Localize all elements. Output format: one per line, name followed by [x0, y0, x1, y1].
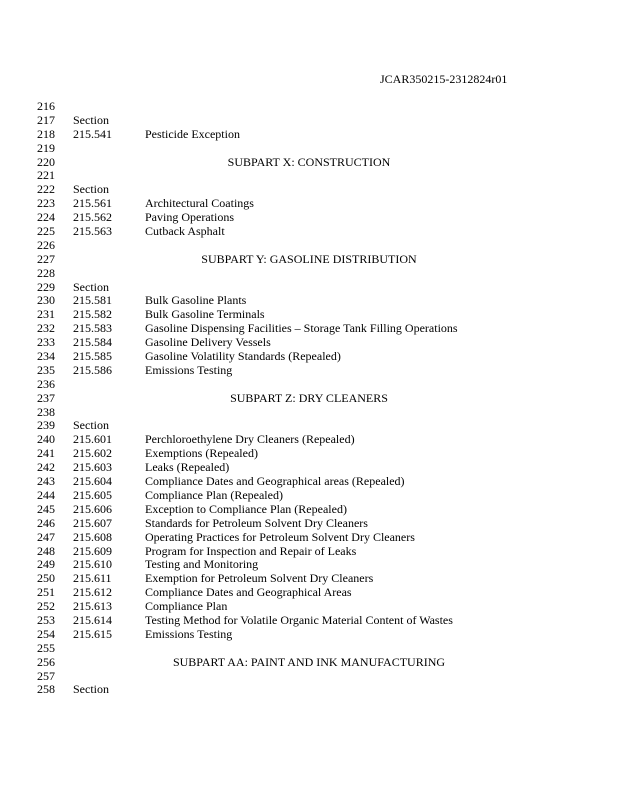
line-number: 223 [37, 196, 55, 211]
subpart-heading: SUBPART X: CONSTRUCTION [227, 154, 391, 169]
section-number: 215.581 [73, 293, 112, 308]
line-number: 255 [37, 640, 55, 655]
document-line [0, 419, 618, 433]
document-line [0, 545, 618, 559]
document-line [0, 294, 618, 308]
section-number: 215.584 [73, 335, 112, 350]
line-number: 248 [37, 543, 55, 558]
section-number: 215.613 [73, 599, 112, 614]
line-number: 220 [37, 154, 55, 169]
section-title: Testing Method for Volatile Organic Material Content of Wastes [145, 612, 453, 627]
section-number: 215.583 [73, 321, 112, 336]
line-number: 254 [37, 626, 55, 641]
section-title: Compliance Dates and Geographical Areas [145, 585, 352, 600]
section-title: Compliance Plan (Repealed) [145, 487, 283, 502]
line-number: 239 [37, 418, 55, 433]
document-line [0, 531, 618, 545]
document-line [0, 239, 618, 253]
section-number: 215.608 [73, 529, 112, 544]
document-line [0, 489, 618, 503]
document-line [0, 225, 618, 239]
section-number: 215.601 [73, 432, 112, 447]
document-line [0, 406, 618, 420]
document-line [0, 308, 618, 322]
document-line [0, 447, 618, 461]
line-number: 237 [37, 390, 55, 405]
line-number: 252 [37, 599, 55, 614]
line-number: 244 [37, 487, 55, 502]
document-line [0, 156, 618, 170]
section-title: Architectural Coatings [145, 196, 254, 211]
document-line [0, 517, 618, 531]
section-number: 215.604 [73, 474, 112, 489]
document-line [0, 364, 618, 378]
line-number: 246 [37, 515, 55, 530]
section-title: Compliance Plan [145, 599, 228, 614]
section-number: 215.606 [73, 501, 112, 516]
document-line [0, 461, 618, 475]
line-number: 229 [37, 279, 55, 294]
section-title: Gasoline Volatility Standards (Repealed) [145, 349, 341, 364]
section-number: 215.603 [73, 460, 112, 475]
section-title: Exemption for Petroleum Solvent Dry Cleaners [145, 571, 374, 586]
document-line [0, 586, 618, 600]
section-number: 215.586 [73, 362, 112, 377]
document-line [0, 114, 618, 128]
line-number: 218 [37, 126, 55, 141]
line-number: 226 [37, 237, 55, 252]
line-number: 249 [37, 557, 55, 572]
section-number: 215.610 [73, 557, 112, 572]
document-line [0, 628, 618, 642]
document-line [0, 183, 618, 197]
section-title: Cutback Asphalt [145, 224, 225, 239]
section-title: Perchloroethylene Dry Cleaners (Repealed) [145, 432, 355, 447]
line-number: 257 [37, 668, 55, 683]
section-number: 215.607 [73, 515, 112, 530]
line-number: 236 [37, 376, 55, 391]
section-number: 215.614 [73, 612, 112, 627]
document-id: JCAR350215-2312824r01 [380, 72, 508, 86]
document-line [0, 572, 618, 586]
section-title: Paving Operations [145, 210, 234, 225]
line-number: 227 [37, 251, 55, 266]
line-number: 230 [37, 293, 55, 308]
section-label: Section [73, 112, 109, 127]
section-title: Exemptions (Repealed) [145, 446, 258, 461]
section-title: Emissions Testing [145, 626, 233, 641]
document-line [0, 169, 618, 183]
document-line [0, 683, 618, 697]
line-number: 243 [37, 474, 55, 489]
line-number: 221 [37, 168, 55, 183]
document-line [0, 670, 618, 684]
line-number: 228 [37, 265, 55, 280]
document-line [0, 128, 618, 142]
section-title: Pesticide Exception [145, 126, 240, 141]
document-line [0, 253, 618, 267]
line-number: 225 [37, 224, 55, 239]
document-line [0, 614, 618, 628]
subpart-heading: SUBPART Z: DRY CLEANERS [230, 390, 388, 405]
document-line [0, 503, 618, 517]
section-title: Operating Practices for Petroleum Solvent Dry Cleaners [145, 529, 415, 544]
section-number: 215.562 [73, 210, 112, 225]
section-label: Section [73, 682, 109, 697]
section-title: Testing and Monitoring [145, 557, 259, 572]
line-number: 245 [37, 501, 55, 516]
section-title: Standards for Petroleum Solvent Dry Cleaners [145, 515, 368, 530]
section-number: 215.605 [73, 487, 112, 502]
document-line [0, 281, 618, 295]
document-line [0, 336, 618, 350]
section-number: 215.561 [73, 196, 112, 211]
line-number: 233 [37, 335, 55, 350]
section-title: Leaks (Repealed) [145, 460, 230, 475]
document-line [0, 197, 618, 211]
section-number: 215.615 [73, 626, 112, 641]
line-number: 222 [37, 182, 55, 197]
document-line [0, 378, 618, 392]
subpart-heading: SUBPART Y: GASOLINE DISTRIBUTION [201, 251, 417, 266]
document-line [0, 267, 618, 281]
section-title: Gasoline Delivery Vessels [145, 335, 271, 350]
line-number: 231 [37, 307, 55, 322]
document-line [0, 100, 618, 114]
section-title: Compliance Dates and Geographical areas (Repealed) [145, 474, 405, 489]
line-number: 241 [37, 446, 55, 461]
section-number: 215.609 [73, 543, 112, 558]
section-title: Gasoline Dispensing Facilities – Storage Tank Filling Operations [145, 321, 458, 336]
section-number: 215.541 [73, 126, 112, 141]
document-line [0, 475, 618, 489]
line-number: 247 [37, 529, 55, 544]
line-number: 216 [37, 99, 55, 113]
section-number: 215.582 [73, 307, 112, 322]
section-title: Program for Inspection and Repair of Leaks [145, 543, 357, 558]
section-title: Bulk Gasoline Plants [145, 293, 247, 308]
section-number: 215.602 [73, 446, 112, 461]
section-number: 215.585 [73, 349, 112, 364]
section-label: Section [73, 279, 109, 294]
subpart-heading: SUBPART AA: PAINT AND INK MANUFACTURING [172, 654, 446, 669]
line-number: 250 [37, 571, 55, 586]
line-number: 234 [37, 349, 55, 364]
line-number: 242 [37, 460, 55, 475]
document-line [0, 322, 618, 336]
line-number: 224 [37, 210, 55, 225]
document-line [0, 656, 618, 670]
document-line [0, 392, 618, 406]
document-line [0, 600, 618, 614]
document-line [0, 142, 618, 156]
section-title: Emissions Testing [145, 362, 233, 377]
document-line [0, 350, 618, 364]
document-line [0, 642, 618, 656]
line-number: 235 [37, 362, 55, 377]
section-number: 215.612 [73, 585, 112, 600]
line-number: 238 [37, 404, 55, 419]
section-number: 215.611 [73, 571, 112, 586]
line-number: 217 [37, 112, 55, 127]
line-number: 253 [37, 612, 55, 627]
line-number: 256 [37, 654, 55, 669]
document-line [0, 433, 618, 447]
section-label: Section [73, 418, 109, 433]
line-number: 219 [37, 140, 55, 155]
document-line [0, 558, 618, 572]
line-number: 251 [37, 585, 55, 600]
section-title: Exception to Compliance Plan (Repealed) [145, 501, 347, 516]
line-number: 240 [37, 432, 55, 447]
document-line [0, 211, 618, 225]
line-number: 258 [37, 682, 55, 697]
section-label: Section [73, 182, 109, 197]
document-body [0, 100, 618, 697]
section-number: 215.563 [73, 224, 112, 239]
line-number: 232 [37, 321, 55, 336]
section-title: Bulk Gasoline Terminals [145, 307, 265, 322]
